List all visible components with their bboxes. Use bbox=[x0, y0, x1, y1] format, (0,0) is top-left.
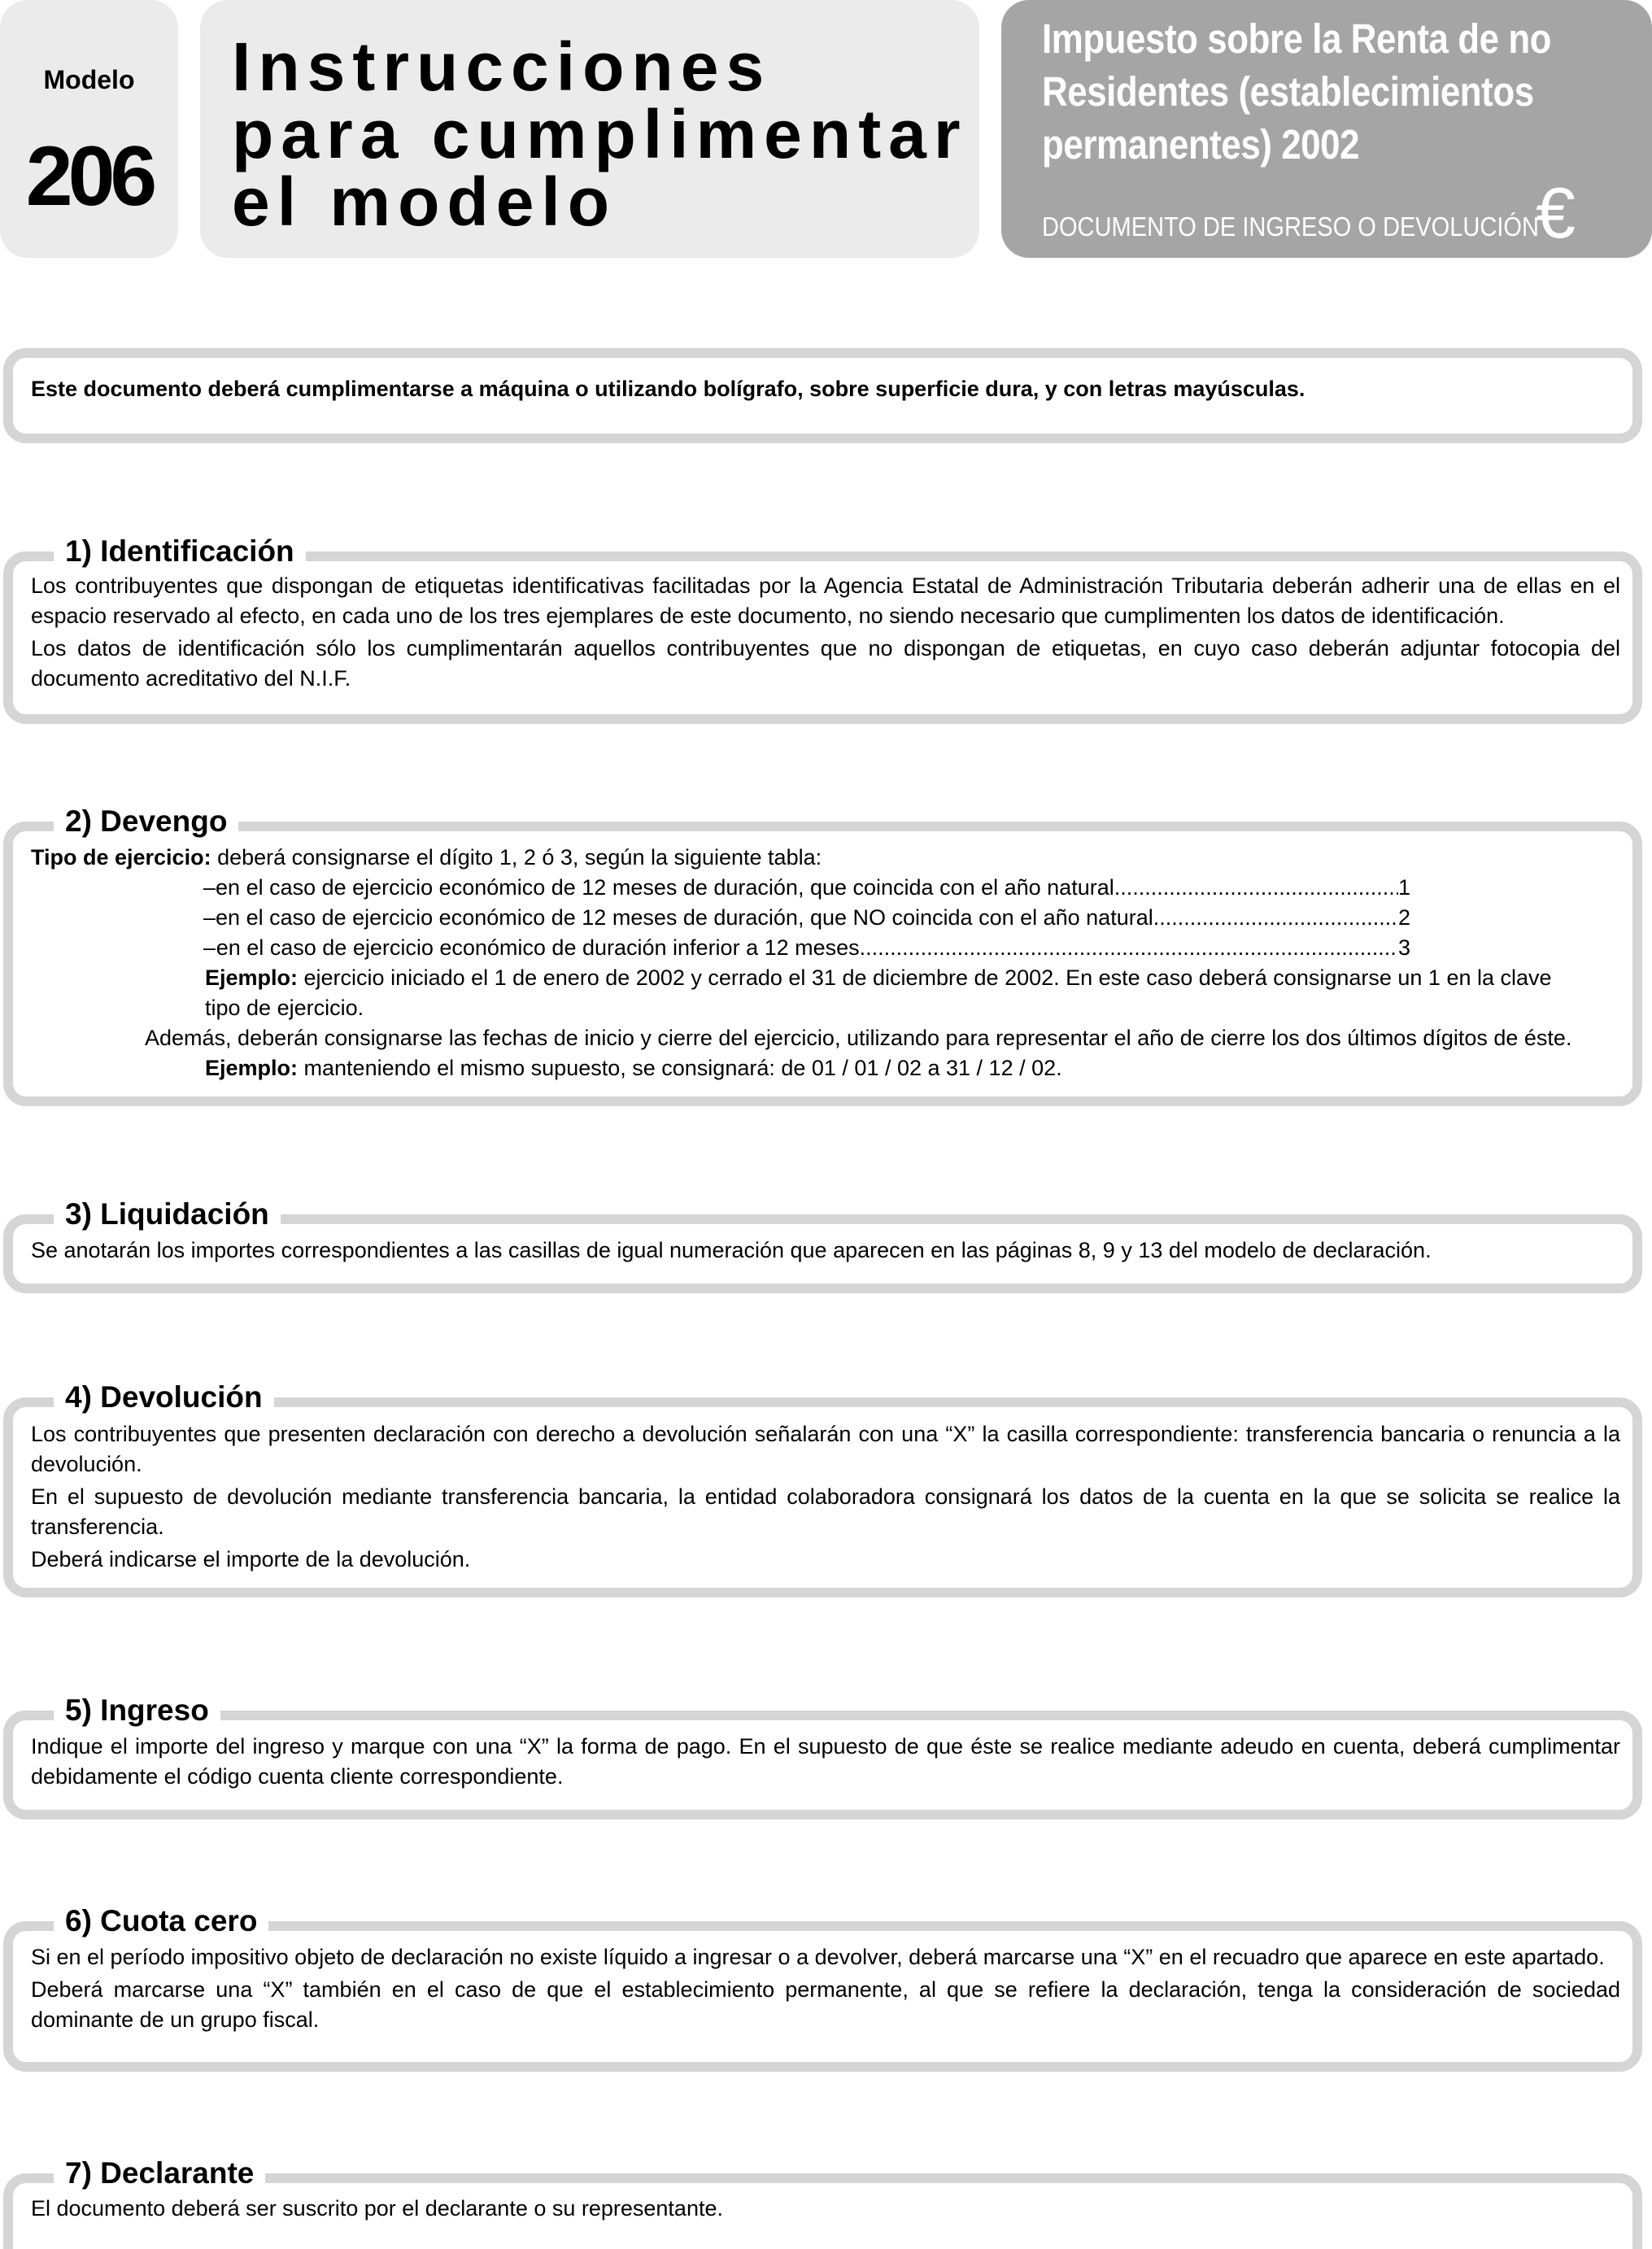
section-title-identificacion: 1) Identificación bbox=[54, 534, 306, 569]
euro-icon: € bbox=[1536, 172, 1576, 253]
list-item: – en el caso de ejercicio económico de 12 meses de duración, que NO coincida con el año natural ..... 2 bbox=[203, 903, 1410, 933]
paragraph: Si en el período impositivo objeto de declaración no existe líquido a ingresar o a devolver, deberá marcarse una “X” en el recuadro que aparece en este apartado. bbox=[31, 1945, 1605, 1969]
section-title-ingreso: 5) Ingreso bbox=[54, 1693, 220, 1728]
document-title-line-1: Instrucciones bbox=[232, 28, 772, 105]
section-title-liquidacion: 3) Liquidación bbox=[54, 1196, 281, 1232]
section-cuota-cero-body bbox=[31, 1942, 1620, 2038]
tipo-ejercicio-label: Tipo de ejercicio: bbox=[31, 845, 211, 870]
list-item: – en el caso de ejercicio económico de duración inferior a 12 meses ..... 3 bbox=[203, 933, 1410, 963]
paragraph: El documento deberá ser suscrito por el declarante o su representante. bbox=[31, 2196, 723, 2221]
section-declarante-body bbox=[31, 2194, 1620, 2226]
section-title-cuota-cero: 6) Cuota cero bbox=[54, 1903, 268, 1939]
example-1-continuation: tipo de ejercicio. bbox=[205, 996, 364, 1020]
section-devolucion-body bbox=[31, 1419, 1620, 1577]
tax-title-line-2: Residentes (establecimientos bbox=[1042, 68, 1534, 115]
paragraph: Los contribuyentes que dispongan de etiquetas identificativas facilitadas por la Agencia Estatal de Administración Tributaria deberán adherir una de ellas en el espacio reservado al efecto, en cada uno de los tres ejemplares de este documento, no siendo necesario que cumplimenten los datos de identificación. bbox=[31, 573, 1620, 628]
example-2-line bbox=[205, 1053, 1062, 1083]
paragraph: Indique el importe del ingreso y marque con una “X” la forma de pago. En el supuesto de que éste se realice mediante adeudo en cuenta, deberá cumplimentar debidamente el código cuenta cliente correspondiente. bbox=[31, 1734, 1620, 1789]
section-title-declarante: 7) Declarante bbox=[54, 2155, 265, 2191]
section-liquidacion-body bbox=[31, 1236, 1620, 1268]
paragraph: Los contribuyentes que presenten declaración con derecho a devolución señalarán con una “X” la casilla correspondiente: transferencia bancaria o renuncia a la devolución. bbox=[31, 1422, 1620, 1476]
modelo-number: 206 bbox=[25, 129, 153, 224]
section-title-devolucion: 4) Devolución bbox=[54, 1379, 274, 1415]
example-2-text: manteniendo el mismo supuesto, se consignará: de 01 / 01 / 02 a 31 / 12 / 02. bbox=[303, 1056, 1062, 1080]
section-identificacion-body bbox=[31, 571, 1620, 696]
ademas-text: Además, deberán consignarse las fechas de inicio y cierre del ejercicio, utilizando para representar el año de cierre los dos últimos dígitos de éste. bbox=[145, 1026, 1572, 1050]
section-title-devengo: 2) Devengo bbox=[54, 804, 238, 839]
paragraph: En el supuesto de devolución mediante transferencia bancaria, la entidad colaboradora consignará los datos de la cuenta en la que se solicita se realice la transferencia. bbox=[31, 1484, 1620, 1539]
example-1-line bbox=[205, 963, 1552, 993]
intro-note: Este documento deberá cumplimentarse a máquina o utilizando bolígrafo, sobre superficie dura, y con letras mayúsculas. bbox=[31, 377, 1305, 401]
document-title-line-3: el modelo bbox=[232, 163, 617, 240]
example-1-text: ejercicio iniciado el 1 de enero de 2002 y cerrado el 31 de diciembre de 2002. En este caso deberá consignarse un 1 en la clave bbox=[303, 965, 1552, 990]
paragraph: Deberá marcarse una “X” también en el caso de que el establecimiento permanente, al que se refiere la declaración, tenga la consideración de sociedad dominante de un grupo fiscal. bbox=[31, 1977, 1620, 2032]
paragraph: Los datos de identificación sólo los cumplimentarán aquellos contribuyentes que no dispongan de etiquetas, en cuyo caso deberán adjuntar fotocopia del documento acreditativo del N.I.F. bbox=[31, 636, 1620, 691]
tipo-ejercicio-text: deberá consignarse el dígito 1, 2 ó 3, según la siguiente tabla: bbox=[217, 845, 822, 870]
paragraph: Deberá indicarse el importe de la devolución. bbox=[31, 1547, 471, 1571]
list-item: – en el caso de ejercicio económico de 12 meses de duración, que coincida con el año natural ..... 1 bbox=[203, 873, 1410, 903]
tipo-ejercicio-line bbox=[31, 843, 822, 873]
modelo-label: Modelo bbox=[43, 65, 135, 94]
document-subtitle: DOCUMENTO DE INGRESO O DEVOLUCIÓN bbox=[1042, 211, 1539, 242]
tax-title-line-1: Impuesto sobre la Renta de no bbox=[1042, 15, 1552, 62]
example-2-label: Ejemplo: bbox=[205, 1056, 299, 1080]
paragraph: Se anotarán los importes correspondientes a las casillas de igual numeración que aparecen en las páginas 8, 9 y 13 del modelo de declaración. bbox=[31, 1238, 1432, 1262]
section-ingreso-body bbox=[31, 1732, 1620, 1794]
example-1-label: Ejemplo: bbox=[205, 965, 299, 990]
document-title-line-2: para cumplimentar bbox=[232, 96, 968, 172]
tax-title-line-3: permanentes) 2002 bbox=[1042, 121, 1360, 168]
